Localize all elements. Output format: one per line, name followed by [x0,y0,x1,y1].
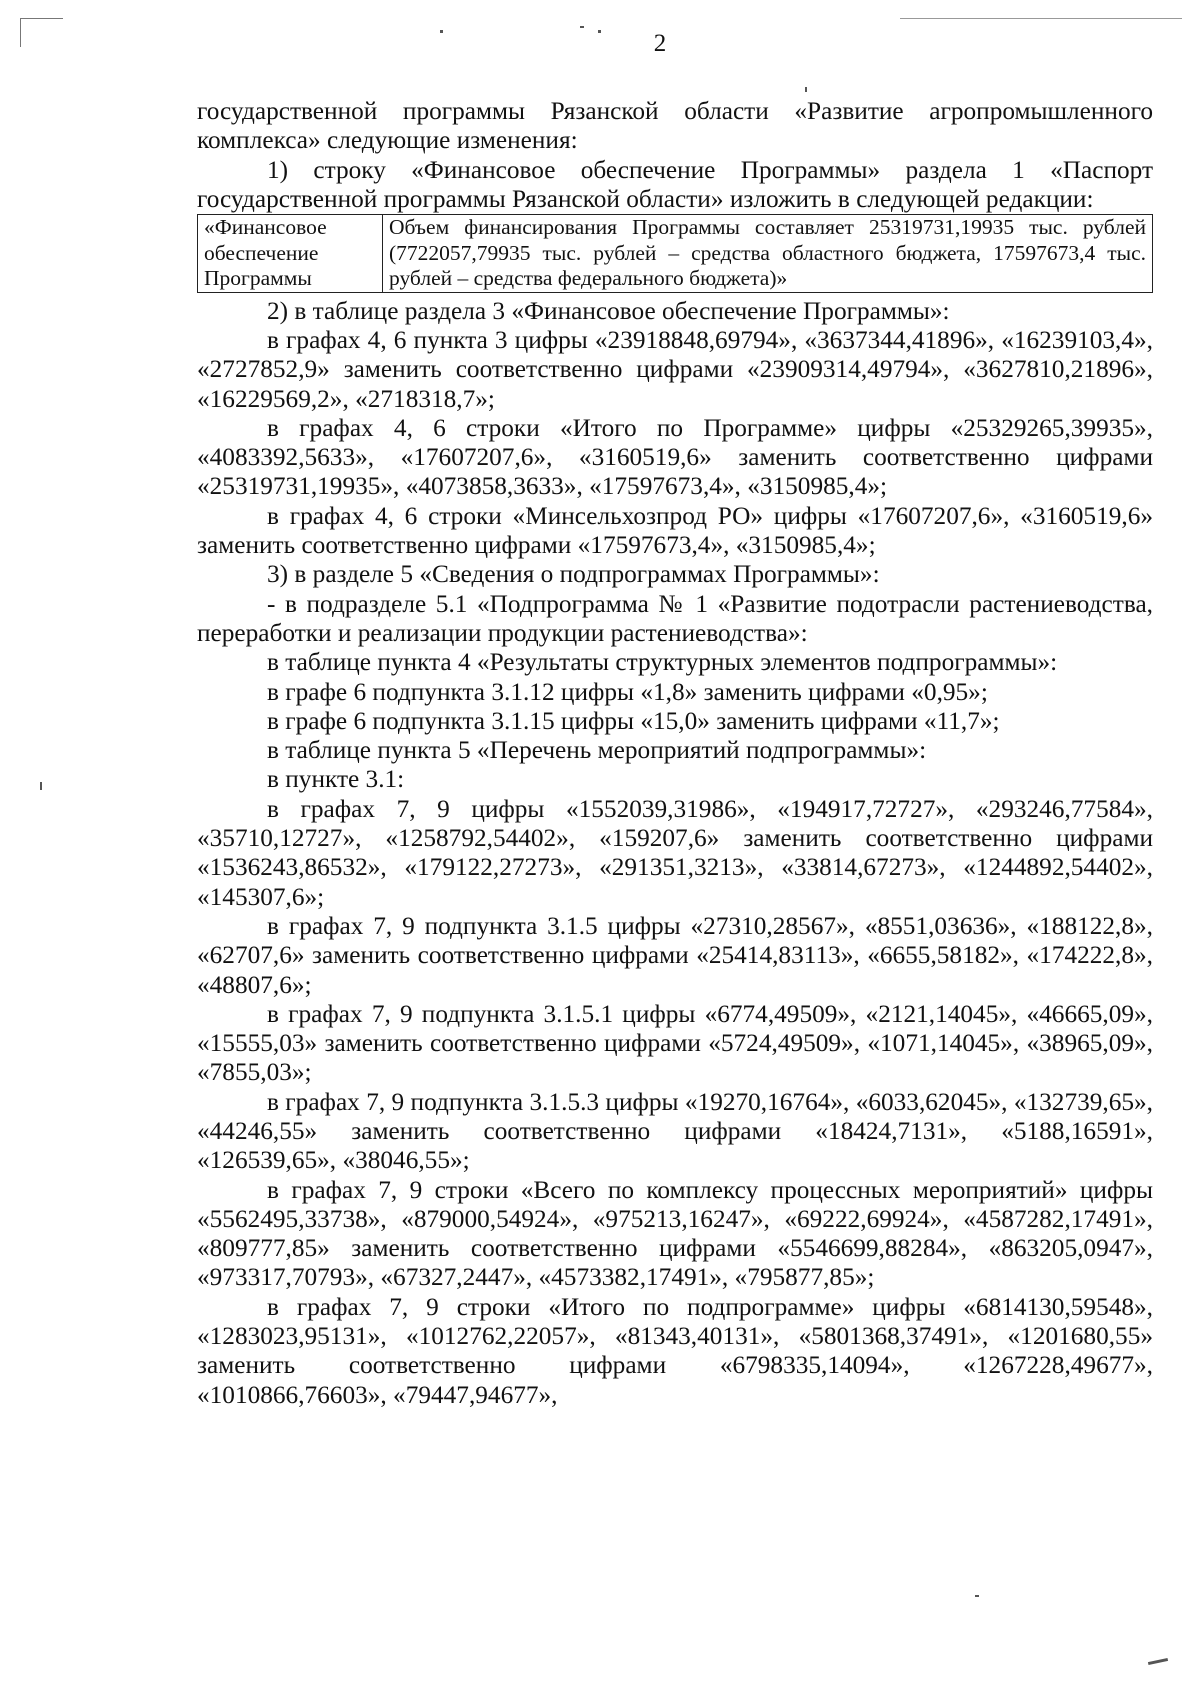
paragraph: в графах 7, 9 строки «Всего по комплексу процессных мероприятий» цифры «5562495,33738», «879000,54924», «975213,16247», «69222,69924», «4587282,17491», «809777,85» заменить соответственно цифрами «5546699,88284», «863205,0947», «973317,70793», «67327,2447», «4573382,17491», «795877,85»; [197,1175,1153,1292]
paragraph: в пункте 3.1: [267,765,405,794]
paragraph: 2) в таблице раздела 3 «Финансовое обеспечение Программы»: [267,296,950,325]
scan-line-top [900,18,1182,19]
paragraph: в графах 4, 6 строки «Минсельхозпрод РО» цифры «17607207,6», «3160519,6» заменить соответственно цифрами «17597673,4», «3150985,4»; [197,501,1153,560]
passport-text-cell: Объем финансирования Программы составляет 25319731,19935 тыс. рублей (7722057,79935 тыс. рублей – средства областного бюджета, 17597673,4 тыс. рублей – средства федерального бюджета)» [383,215,1153,293]
scan-speck [975,1595,979,1597]
passport-label-cell: «Финансовое обеспечение Программы [198,215,383,293]
paragraph: - в подразделе 5.1 «Подпрограмма № 1 «Развитие подотрасли растениеводства, переработки и реализации продукции растениеводства»: [197,589,1153,647]
paragraph: в графах 7, 9 строки «Итого по подпрограмме» цифры «6814130,59548», «1283023,95131», «1012762,22057», «81343,40131», «5801368,37491», «1201680,55» заменить соответственно цифрами «6798335,14094», «1267228,49677», «1010866,76603», «79447,94677», [197,1292,1153,1409]
paragraph: в графах 7, 9 подпункта 3.1.5.3 цифры «19270,16764», «6033,62045», «132739,65», «44246,55» заменить соответственно цифрами «18424,7131», «5188,16591», «126539,65», «38046,55»; [197,1087,1153,1175]
paragraph: в таблице пункта 5 «Перечень мероприятий подпрограммы»: [267,736,927,765]
document-body [197,97,1153,1410]
paragraph: в графах 4, 6 строки «Итого по Программе» цифры «25329265,39935», «4083392,5633», «17607207,6», «3160519,6» заменить соответственно цифрами «25319731,19935», «4073858,3633», «17597673,4», «3150985,4»; [197,413,1153,501]
paragraph: в таблице пункта 4 «Результаты структурных элементов подпрограммы»: [267,648,1058,677]
paragraph: 1) строку «Финансовое обеспечение Программы» раздела 1 «Паспорт государственной программы Рязанской области» изложить в следующей редакции: [197,155,1153,213]
passport-table [197,214,1153,293]
paragraph: в графе 6 подпункта 3.1.15 цифры «15,0» заменить цифрами «11,7»; [267,706,1000,735]
scan-speck [580,26,584,28]
paragraph: в графе 6 подпункта 3.1.12 цифры «1,8» заменить цифрами «0,95»; [267,677,988,706]
scan-speck [805,87,807,92]
paragraph: в графах 7, 9 подпункта 3.1.5 цифры «27310,28567», «8551,03636», «188122,8», «62707,6» заменить соответственно цифрами «25414,83113», «6655,58182», «174222,8», «48807,6»; [197,911,1153,999]
table-row [198,215,1153,293]
scan-speck [1148,1658,1168,1665]
scan-speck [40,782,42,790]
paragraph: в графах 7, 9 подпункта 3.1.5.1 цифры «6774,49509», «2121,14045», «46665,09», «15555,03» заменить соответственно цифрами «5724,49509», «1071,14045», «38965,09», «7855,03»; [197,999,1153,1087]
paragraph: 3) в разделе 5 «Сведения о подпрограммах Программы»: [267,560,880,589]
paragraph: в графах 4, 6 пункта 3 цифры «23918848,69794», «3637344,41896», «16239103,4», «2727852,9» заменить соответственно цифрами «23909314,49794», «3627810,21896», «16229569,2», «2718318,7»; [197,325,1153,413]
page-number: 2 [653,30,667,57]
paragraph: в графах 7, 9 цифры «1552039,31986», «194917,72727», «293246,77584», «35710,12727», «1258792,54402», «159207,6» заменить соответственно цифрами «1536243,86532», «179122,27273», «291351,3213», «33814,67273», «1244892,54402», «145307,6»; [197,794,1153,911]
paragraph: государственной программы Рязанской области «Развитие агропромышленного комплекса» следующие изменения: [197,97,1153,155]
